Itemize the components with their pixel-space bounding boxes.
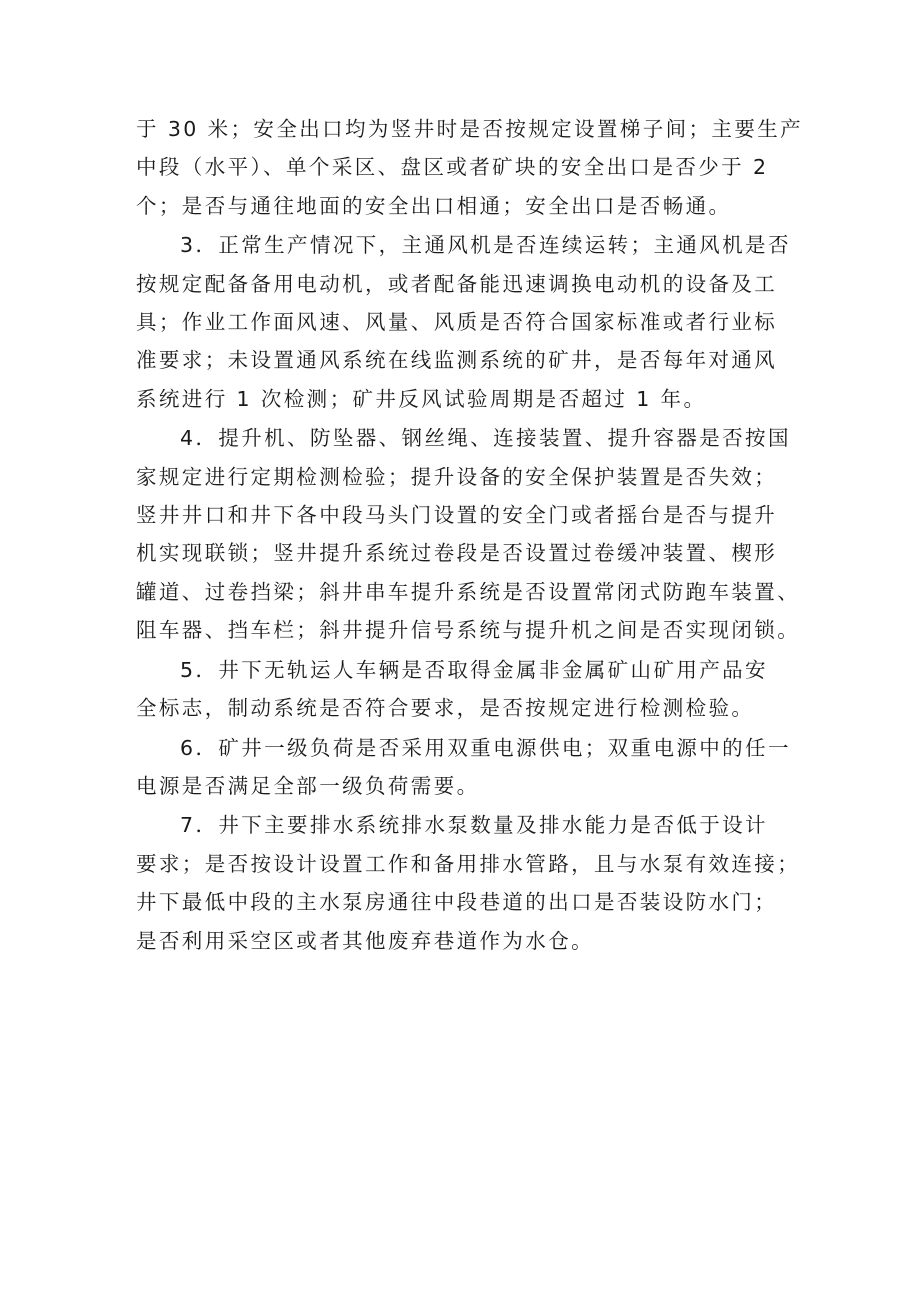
text-line: 竖井井口和井下各中段马头门设置的安全门或者摇台是否与提升 [136,503,778,528]
text-line: 家规定进行定期检测检验；提升设备的安全保护装置是否失效； [136,464,778,489]
text-line: 6．矿井一级负荷是否采用双重电源供电；双重电源中的任一 [180,735,791,760]
paragraph-item-6 [136,729,812,806]
text-line: 阻车器、挡车栏；斜井提升信号系统与提升机之间是否实现闭锁。 [136,618,801,643]
paragraph-continued [136,110,812,225]
paragraph-item-4 [136,419,812,649]
text-line: 7．井下主要排水系统排水泵数量及排水能力是否低于设计 [180,813,768,838]
text-line: 4．提升机、防坠器、钢丝绳、连接装置、提升容器是否按国 [180,426,791,451]
text-line: 3．正常生产情况下，主通风机是否连续运转；主通风机是否 [180,233,791,258]
text-line: 是否利用采空区或者其他废弃巷道作为水仓。 [136,928,594,953]
text-line: 电源是否满足全部一级负荷需要。 [136,773,480,798]
text-line: 要求；是否按设计设置工作和备用排水管路，且与水泵有效连接； [136,851,801,876]
text-line: 机实现联锁；竖井提升系统过卷段是否设置过卷缓冲装置、楔形 [136,541,778,566]
text-line: 中段（水平）、单个采区、盘区或者矿块的安全出口是否少于 2 [136,155,769,180]
text-line: 5．井下无轨运人车辆是否取得金属非金属矿山矿用产品安 [180,657,768,682]
paragraph-item-7 [136,806,812,960]
text-line: 井下最低中段的主水泵房通往中段巷道的出口是否装设防水门； [136,890,778,915]
text-line: 具；作业工作面风速、风量、风质是否符合国家标准或者行业标 [136,310,778,335]
text-line: 于 30 米；安全出口均为竖井时是否按规定设置梯子间；主要生产 [136,117,804,141]
text-line: 系统进行 1 次检测；矿井反风试验周期是否超过 1 年。 [136,386,707,411]
text-line: 个；是否与通往地面的安全出口相通；安全出口是否畅通。 [136,193,732,218]
text-line: 准要求；未设置通风系统在线监测系统的矿井，是否每年对通风 [136,348,778,373]
paragraph-item-3 [136,226,812,418]
paragraph-item-5 [136,651,812,728]
text-line: 全标志，制动系统是否符合要求，是否按规定进行检测检验。 [136,696,755,721]
text-line: 按规定配备备用电动机，或者配备能迅速调换电动机的设备及工 [136,271,778,296]
text-line: 罐道、过卷挡梁；斜井串车提升系统是否设置常闭式防跑车装置、 [136,579,801,604]
document-body [136,110,812,960]
